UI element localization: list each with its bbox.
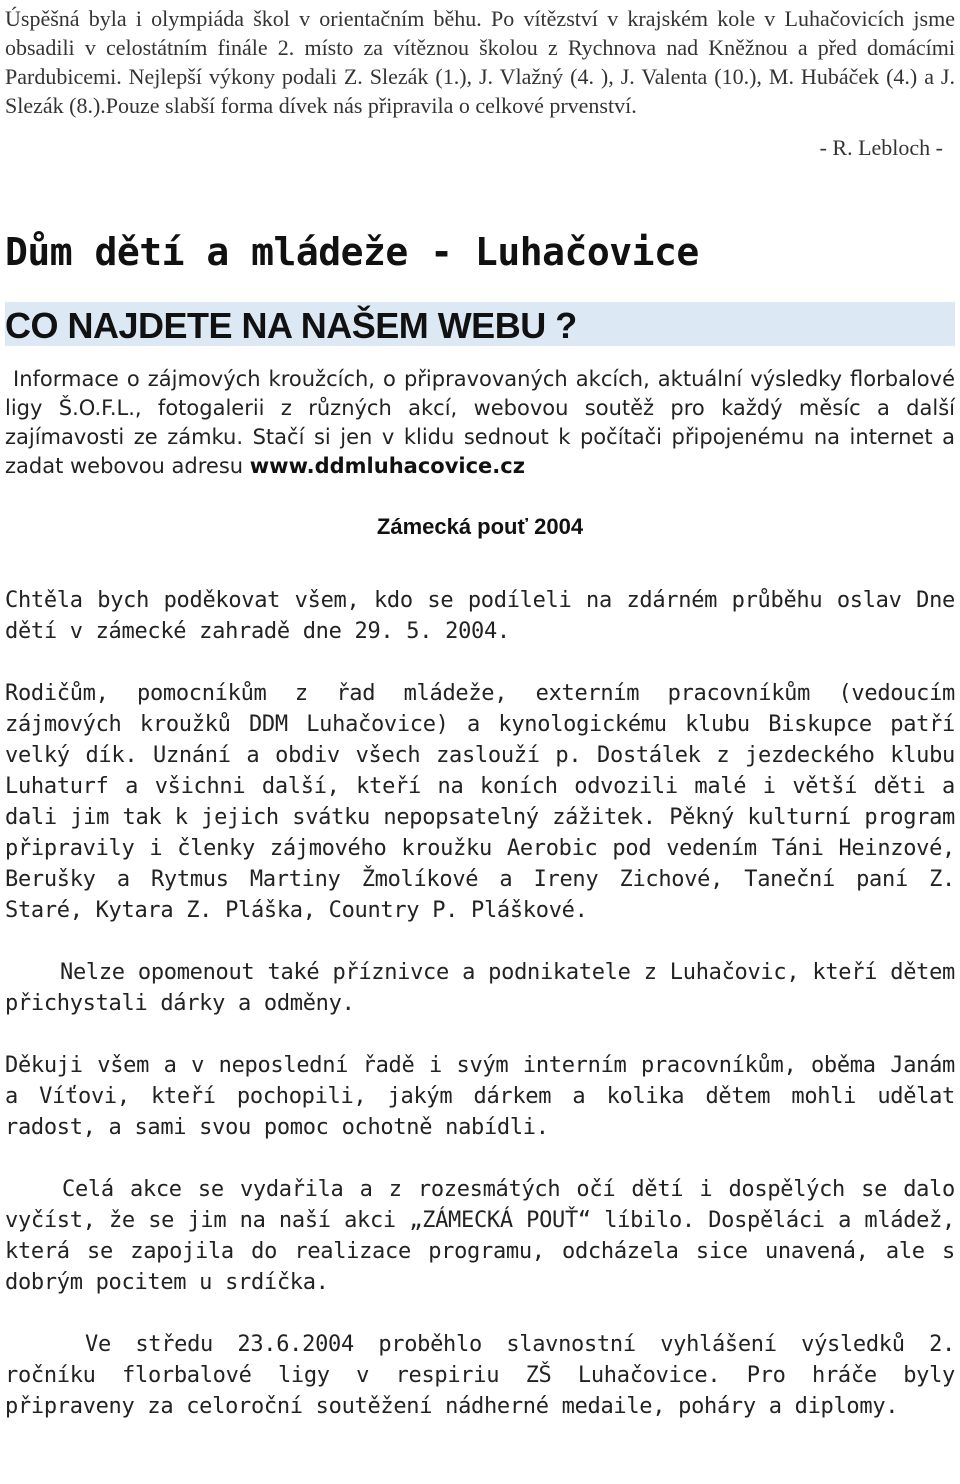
thanks-paragraph-2: Rodičům, pomocníkům z řad mládeže, externím pracovníkům (vedoucím zájmových kroužků DDM Luhačovice) a kynologickému klubu Biskupce patří velký dík. Uznání a obdiv všech zaslouží p. Dostálek z jezdeckého klubu Luhaturf a všichni další, kteří na koních odvozili malé i větší děti a dali jim tak k jejich svátku nepopsatelný zážitek. Pěkný kulturní program připravily i členky zájmového kroužku Aerobic pod vedením Táni Heinzové, Berušky a Rytmus Martiny Žmolíkové a Ireny Zichové, Taneční paní Z. Staré, Kytara Z. Pláška, Country P. Pláškové. <box>5 681 955 923</box>
thanks-paragraph-4: Děkuji všem a v neposlední řadě i svým interním pracovníkům, oběma Janám a Víťovi, kteří pochopili, jakým dárkem a kolika dětem mohli udělat radost, a sami svou pomoc ochotně nabídli. <box>5 1053 955 1140</box>
web-url-link[interactable]: www.ddmluhacovice.cz <box>249 454 525 478</box>
thanks-paragraph-1: Chtěla bych poděkovat všem, kdo se podíleli na zdárném průběhu oslav Dne dětí v zámecké zahradě dne 29. 5. 2004. <box>5 588 955 644</box>
web-heading-banner <box>5 302 955 346</box>
web-info-paragraph <box>5 365 955 481</box>
thanks-paragraph-5: Celá akce se vydařila a z rozesmátých očí dětí i dospělých se dalo vyčíst, že se jim na naší akci „ZÁMECKÁ POUŤ“ líbilo. Dospěláci a mládež, která se zapojila do realizace programu, odcházela sice unavená, ale s dobrým pocitem u srdíčka. <box>5 1177 955 1295</box>
pout-title: Zámecká pouť 2004 <box>376 514 584 539</box>
florbal-paragraph: Ve středu 23.6.2004 proběhlo slavnostní vyhlášení výsledků 2. ročníku florbalové ligy v respiriu ZŠ Luhačovice. Pro hráče byly připraveny za celoroční soutěžení nádherné medaile, poháry a diplomy. <box>5 1332 955 1419</box>
signature: - R. Lebloch - <box>819 135 943 160</box>
web-info-text: Informace o zájmových kroužcích, o připravovaných akcích, aktuální výsledky florbalové ligy Š.O.F.L., fotogalerii z různých akcí, webovou soutěž pro každý měsíc a další zajímavosti ze zámku. Stačí si jen v klidu sednout k počítači připojenému na internet a zadat webovou adresu <box>5 367 955 478</box>
document-page <box>5 0 955 1422</box>
thanks-paragraph-3: Nelze opomenout také příznivce a podnikatele z Luhačovic, kteří dětem přichystali dárky a odměny. <box>5 960 955 1016</box>
ddm-title: Dům dětí a mládeže - Luhačovice <box>5 230 699 274</box>
intro-paragraph: Úspěšná byla i olympiáda škol v orientačním běhu. Po vítězství v krajském kole v Luhačovicích jsme obsadili v celostátním finále 2. místo za vítěznou školou z Rychnova nad Kněžnou a před domácími Pardubicemi. Nejlepší výkony podali Z. Slezák (1.), J. Vlažný (4. ), J. Valenta (10.), M. Hubáček (4.) a J. Slezák (8.).Pouze slabší forma dívek nás připravila o celkové prvenství. <box>5 6 955 118</box>
web-heading: CO NAJDETE NA NAŠEM WEBU ? <box>5 305 577 346</box>
